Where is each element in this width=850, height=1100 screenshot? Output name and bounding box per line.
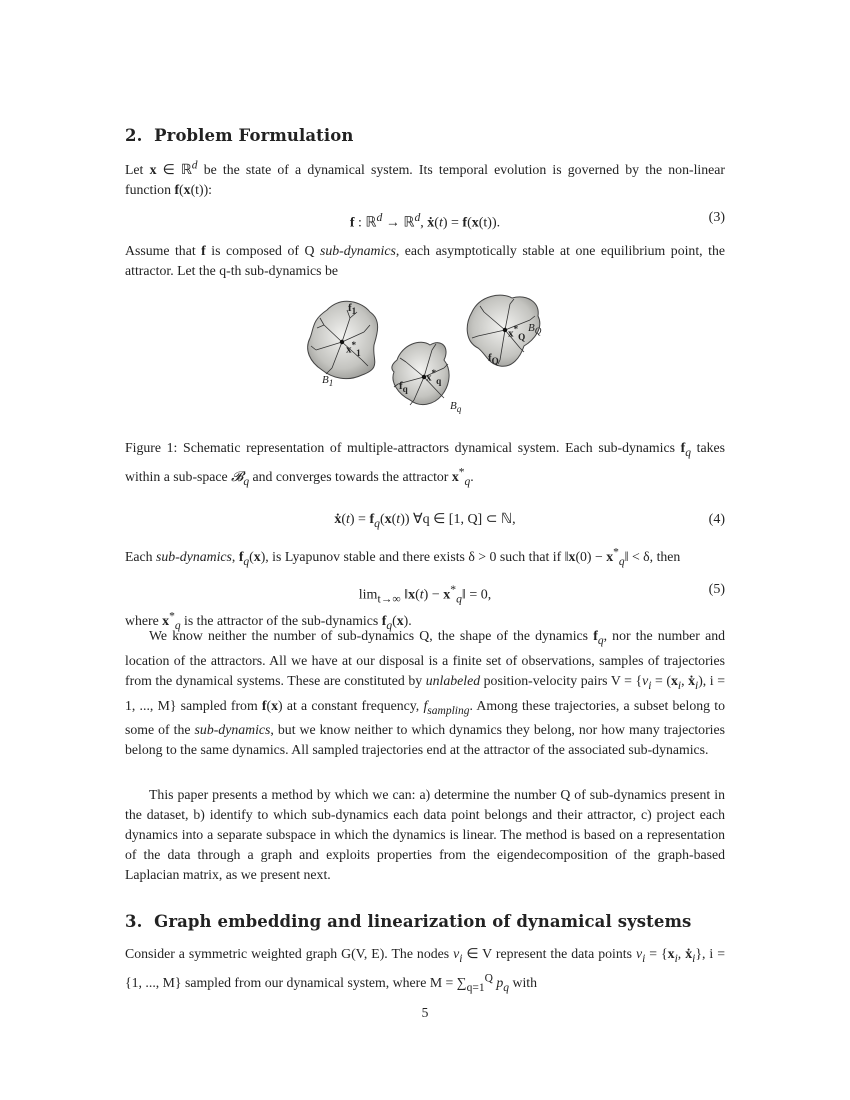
paper-page <box>125 0 725 1100</box>
label-xq-star: $x^*_q$ <box>426 368 442 386</box>
label-x1-star: $x^*_1$ <box>346 340 361 358</box>
equation-4 <box>125 510 725 530</box>
label-B1: $B_1$ <box>322 374 334 389</box>
equation-3 <box>125 208 725 231</box>
label-Bq: $B_q$ <box>450 400 462 415</box>
p4-text: where $x^*_q$ is the attractor of the sub-dynamics $f_q(x)$. <box>125 610 412 632</box>
label-fQ: $f_Q$ <box>488 352 499 367</box>
p1-text: Let x ∈ ℝ$^d$ be the state of a dynamical system. Its temporal evolution is governed by the non-linear function f(x(t)): <box>125 159 725 197</box>
equation-5-number: (5) <box>708 582 725 597</box>
p2-text: Assume that f is composed of Q sub-dynamics, each asymptotically stable at one equilibrium point, the attractor. Let the q-th sub-dynamics be <box>125 243 725 278</box>
figure-1-labels <box>302 290 562 430</box>
label-fq: $f_q$ <box>399 380 408 395</box>
equation-5-body: $\lim_{t\to\infty}$ ‖x(t) − $x^*_q‖ = 0$, <box>358 583 492 606</box>
paragraph-subdynamics <box>125 241 725 281</box>
section-title: Graph embedding and linearization of dynamical systems <box>154 912 692 931</box>
equation-4-body: ẋ(t) = $f_q(x(t))$ ∀q ∈ [1, Q] ⊂ ℕ, <box>334 512 516 530</box>
paragraph-method-summary <box>125 785 725 885</box>
equation-4-number: (4) <box>708 512 725 527</box>
equation-5 <box>125 580 725 606</box>
section-3-heading <box>125 912 725 931</box>
page-number: 5 <box>421 1005 429 1020</box>
section-title: Problem Formulation <box>154 126 354 145</box>
figure-1-caption <box>125 438 725 492</box>
paragraph-observations <box>125 626 725 760</box>
p3-text: Each sub-dynamics, $f_q(x)$, is Lyapunov stable and there exists δ > 0 such that if ‖x(0) − $x^*_q‖ < \delta$, then <box>125 546 681 568</box>
equation-3-body: f : ℝ$^d$ → ℝ$^d$, ẋ(t) = f(x(t)). <box>349 211 501 231</box>
p5-text: We know neither the number of sub-dynamics Q, the shape of the dynamics $f_q$, nor the number and location of the attractors. All we have at our disposal is a finite set of observations, samples of trajectories from the dynamical systems. These are constituted by unlabeled position-velocity pairs $V = \{\nu_i = (x_i$, ẋ$_i$), i = 1, ..., M} sampled from f(x) at a constant frequency, $f_{sampling}$. Among these trajectories, a subset belong to some of the sub-dynamics, but we know neither to which dynamics they belong, nor how many trajectories belong to the same dynamics. All sampled trajectories end at the attractor of the associated sub-dynamics. <box>125 628 726 758</box>
equation-3-number: (3) <box>708 210 725 225</box>
paragraph-intro <box>125 155 725 200</box>
label-BQ: $B_Q$ <box>528 322 542 337</box>
paragraph-lyapunov <box>125 542 725 571</box>
section-2-heading <box>125 126 725 145</box>
section-number: 3. <box>125 912 143 931</box>
p7-text: Consider a symmetric weighted graph G(V, E). The nodes $\nu_i$ ∈ V represent the data points $\nu_i = \{x_i$, ẋ$_i$}, i = {1, ..., M} sampled from our dynamical system, where $M = \sum_{q=1}^Q$ $p_q$ with <box>125 946 725 995</box>
label-f1: $f_1$ <box>348 302 357 317</box>
section-number: 2. <box>125 126 143 145</box>
paragraph-graph-definition <box>125 944 725 998</box>
caption-text: Figure 1: Schematic representation of multiple-attractors dynamical system. Each sub-dynamics $f_q$ takes within a sub-space 𝓑$_q$ and converges towards the attractor $x^*_q$. <box>125 440 725 489</box>
p6-text: This paper presents a method by which we can: a) determine the number Q of sub-dynamics present in the dataset, b) identify to which sub-dynamics each data point belongs and their attractor, c) project each dynamics into a separate subspace in which the dynamics is linear. The method is based on a representation of the data through a graph and exploits properties from the eigendecomposition of the graph-based Laplacian matrix, as we present next. <box>125 787 725 882</box>
label-xQ-star: $x^*_Q$ <box>508 324 526 342</box>
